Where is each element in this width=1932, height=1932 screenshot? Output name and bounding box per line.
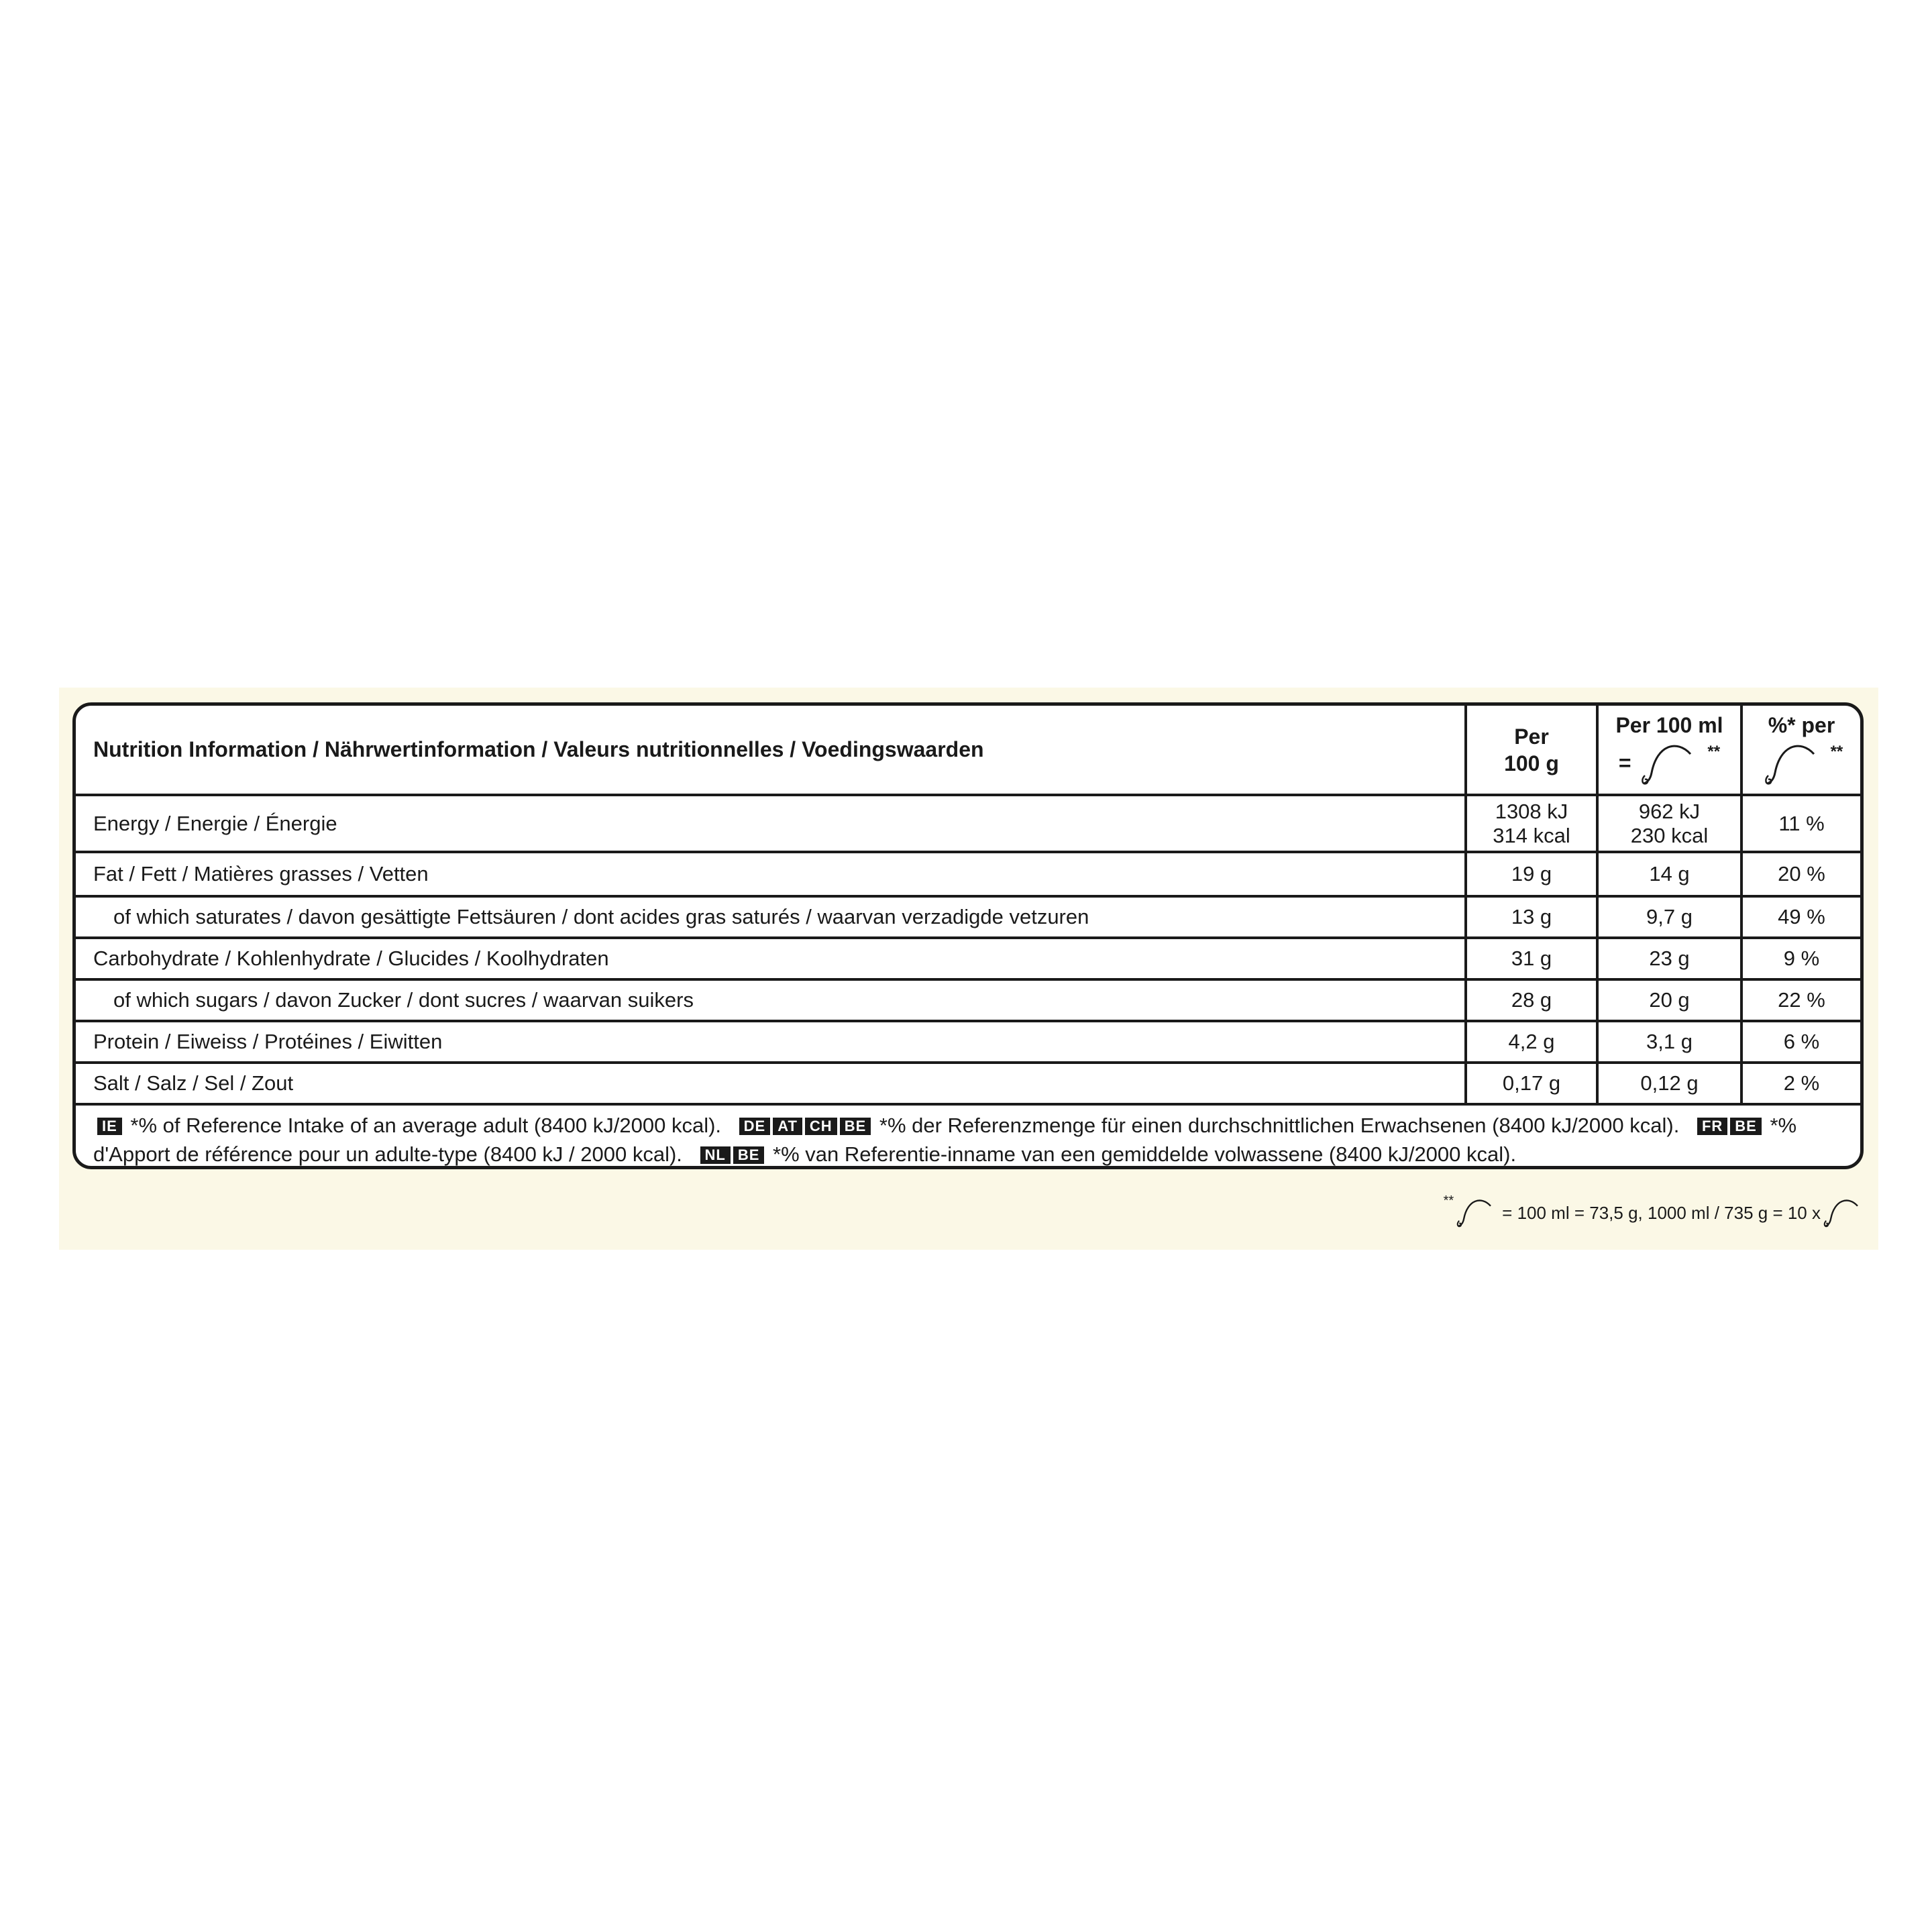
column-header-per-100ml-line2: [1619, 739, 1720, 788]
table-row-fat: [76, 853, 1860, 898]
value-percent: 20 %: [1740, 853, 1860, 895]
value-percent: 9 %: [1740, 939, 1860, 978]
value-per-100ml: 3,1 g: [1596, 1022, 1740, 1061]
row-label: Fat / Fett / Matières grasses / Vetten: [93, 862, 429, 885]
column-header-percent-line1: %* per: [1768, 712, 1835, 737]
portion-size-text: = 100 ml = 73,5 g, 1000 ml / 735 g = 10 x: [1502, 1202, 1821, 1223]
ice-cream-scoop-icon: [1637, 741, 1701, 788]
country-code-badge: BE: [1730, 1118, 1762, 1135]
nutrition-panel: [59, 688, 1878, 1250]
value-per-100ml: 23 g: [1596, 939, 1740, 978]
country-code-badge: CH: [805, 1118, 837, 1135]
row-label: of which saturates / davon gesättigte Fettsäuren / dont acides gras saturés / waarvan verzadigde vetzuren: [113, 905, 1089, 928]
country-code-badge: NL: [700, 1146, 731, 1164]
row-label: Energy / Energie / Énergie: [93, 811, 337, 835]
double-asterisk: **: [1830, 742, 1843, 761]
energy-kcal: 314 kcal: [1493, 823, 1570, 847]
value-per-100g: 0,17 g: [1464, 1064, 1596, 1103]
value-percent: 22 %: [1740, 981, 1860, 1020]
equals-sign: =: [1618, 750, 1631, 775]
value-per-100ml: 14 g: [1596, 853, 1740, 895]
ice-cream-scoop-icon: [1760, 741, 1825, 788]
energy-kj: 962 kJ: [1638, 799, 1701, 823]
value-per-100g: 28 g: [1464, 981, 1596, 1020]
ice-cream-scoop-icon: [1821, 1193, 1865, 1232]
row-label: Carbohydrate / Kohlenhydrate / Glucides / Koolhydraten: [93, 947, 609, 970]
energy-kj: 1308 kJ: [1495, 799, 1568, 823]
row-label: of which sugars / davon Zucker / dont sucres / waarvan suikers: [113, 988, 694, 1012]
value-per-100g: 13 g: [1464, 898, 1596, 936]
portion-size-note: [1444, 1193, 1865, 1232]
country-code-badge: AT: [773, 1118, 802, 1135]
column-header-per-100g-line2: 100 g: [1504, 751, 1559, 775]
value-per-100ml: 9,7 g: [1596, 898, 1740, 936]
table-row-saturates: [76, 898, 1860, 939]
column-header-per-100g: [1464, 706, 1596, 794]
value-per-100ml: [1596, 796, 1740, 851]
column-header-per-100ml-line1: Per 100 ml: [1615, 712, 1723, 737]
country-code-badge: FR: [1697, 1118, 1727, 1135]
reference-intake-footnote: [76, 1104, 1860, 1166]
value-per-100ml: 0,12 g: [1596, 1064, 1740, 1103]
table-title: Nutrition Information / Nährwertinformation / Valeurs nutritionnelles / Voedingswaarden: [93, 737, 984, 761]
row-label: Protein / Eiweiss / Protéines / Eiwitten: [93, 1030, 443, 1053]
footnote-text-fr: *% d'Apport de référence pour un adulte-type (8400 kJ / 2000 kcal).: [93, 1114, 1797, 1166]
value-per-100ml: 20 g: [1596, 981, 1740, 1020]
nutrition-table: [72, 702, 1864, 1169]
column-header-percent: [1740, 706, 1860, 794]
value-per-100g: 31 g: [1464, 939, 1596, 978]
ice-cream-scoop-icon: [1454, 1193, 1498, 1232]
footnote-text-en: *% of Reference Intake of an average adult (8400 kJ/2000 kcal).: [130, 1114, 722, 1137]
footnote-text-nl: *% van Referentie-inname van een gemiddelde volwassene (8400 kJ/2000 kcal).: [773, 1142, 1517, 1166]
column-header-per-100ml: [1596, 706, 1740, 794]
table-row-sugars: [76, 981, 1860, 1022]
double-asterisk: **: [1707, 742, 1721, 761]
country-code-badge: BE: [840, 1118, 871, 1135]
table-row-protein: [76, 1022, 1860, 1064]
country-code-badge: DE: [739, 1118, 771, 1135]
country-code-badge: IE: [97, 1118, 122, 1135]
value-percent: 11 %: [1740, 796, 1860, 851]
country-code-badge: BE: [733, 1146, 765, 1164]
table-header-row: [76, 706, 1860, 796]
table-row-salt: [76, 1064, 1860, 1106]
energy-kcal: 230 kcal: [1630, 823, 1709, 847]
row-label: Salt / Salz / Sel / Zout: [93, 1071, 294, 1095]
table-row-carbohydrate: [76, 939, 1860, 981]
value-per-100g: [1464, 796, 1596, 851]
column-header-percent-line2: [1760, 739, 1843, 788]
column-header-per-100g-line1: Per: [1514, 724, 1549, 749]
table-row-energy: [76, 796, 1860, 853]
value-percent: 6 %: [1740, 1022, 1860, 1061]
value-percent: 49 %: [1740, 898, 1860, 936]
double-asterisk: **: [1443, 1193, 1454, 1208]
value-per-100g: 4,2 g: [1464, 1022, 1596, 1061]
value-percent: 2 %: [1740, 1064, 1860, 1103]
value-per-100g: 19 g: [1464, 853, 1596, 895]
footnote-text-de: *% der Referenzmenge für einen durchschnittlichen Erwachsenen (8400 kJ/2000 kcal).: [879, 1114, 1680, 1137]
